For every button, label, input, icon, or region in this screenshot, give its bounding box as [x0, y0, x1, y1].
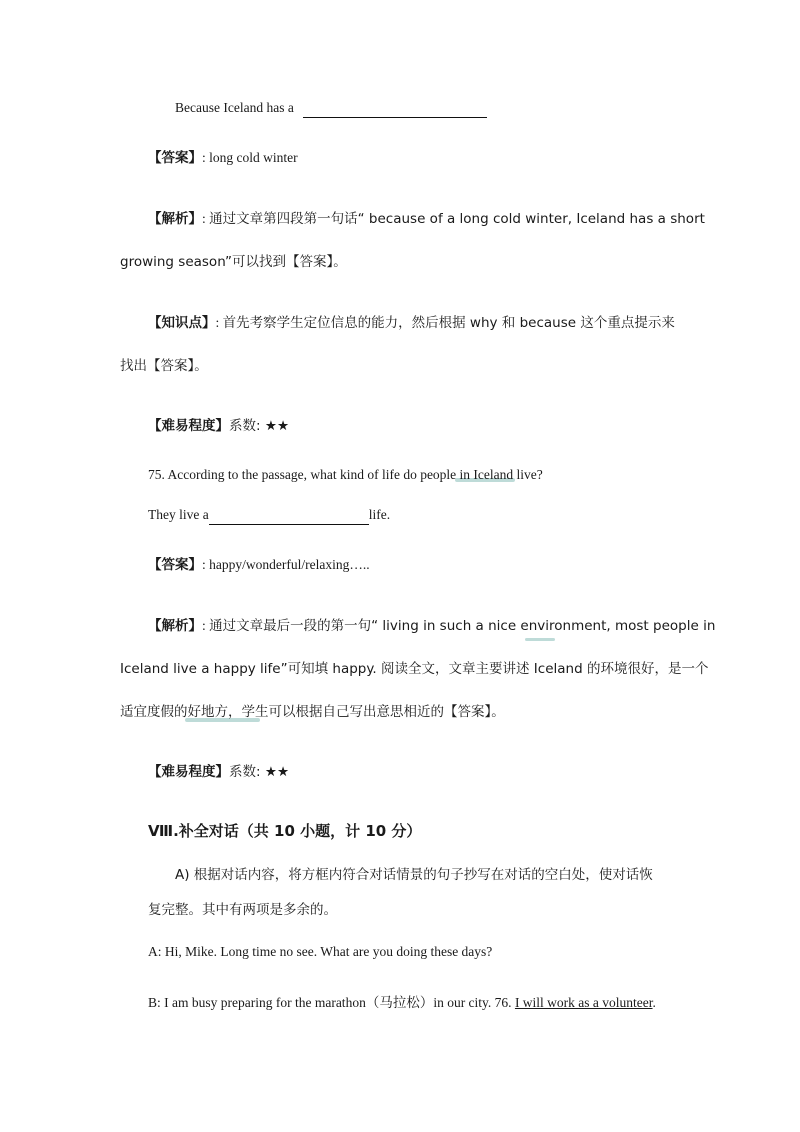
q74-answer: long cold winter — [209, 150, 298, 165]
q75-analysis-line-2: Iceland live a happy life”可知填 happy. 阅读全文，文章主要讲述 Iceland 的环境很好，是一个 — [120, 661, 709, 677]
analysis-tag: 【解析】 — [148, 618, 202, 634]
q74-difficulty-line — [148, 416, 289, 436]
q74-analysis-line-2: growing season”可以找到【答案】。 — [120, 254, 347, 270]
q75-analysis-line-3: 适宜度假的好地方，学生可以根据自己写出意思相近的【答案】。 — [120, 704, 505, 720]
dialogue-line-a: A: Hi, Mike. Long time no see. What are you doing these days? — [148, 944, 493, 959]
q74-prompt-line — [175, 98, 487, 118]
q75-difficulty-line — [148, 762, 289, 782]
q74-answer-line — [148, 148, 298, 168]
q75-prompt-pre: They live a — [148, 507, 209, 522]
dialogue-line-b-end: . — [652, 995, 656, 1010]
q74-analysis-text-1: 通过文章第四段第一句话“ because of a long cold winter, Iceland has a short — [209, 211, 705, 227]
difficulty-tag: 【难易程度】 — [148, 764, 229, 780]
q75-answer-line — [148, 555, 370, 575]
dialogue-line-b-text: B: I am busy preparing for the marathon（马拉松）in our city. 76. — [148, 995, 512, 1010]
difficulty-label: 系数: — [229, 764, 261, 780]
difficulty-stars: ★★ — [264, 418, 290, 434]
answer-sep: : — [202, 150, 206, 165]
q74-knowledge-line-2: 找出【答案】。 — [120, 358, 208, 374]
q74-analysis-line-1 — [148, 209, 705, 229]
analysis-tag: 【解析】 — [148, 211, 202, 227]
answer-tag: 【答案】 — [148, 557, 202, 573]
q74-knowledge-text-1: 首先考察学生定位信息的能力，然后根据 why 和 because 这个重点提示来 — [222, 315, 675, 331]
difficulty-tag: 【难易程度】 — [148, 418, 229, 434]
q75-question: 75. According to the passage, what kind of life do people in Iceland live? — [148, 467, 543, 482]
q75-prompt-post: life. — [368, 507, 391, 522]
q75-analysis-line-1 — [148, 616, 715, 636]
q74-answer-blank — [303, 103, 487, 118]
dialogue-line-b — [148, 993, 656, 1013]
q74-prompt: Because Iceland has a — [175, 100, 294, 115]
analysis-sep: : — [202, 211, 206, 226]
q75-prompt-line — [148, 505, 390, 525]
q75-answer-blank — [209, 510, 369, 525]
q75-answer: happy/wonderful/relaxing….. — [209, 557, 370, 572]
q74-knowledge-line-1 — [148, 313, 675, 333]
difficulty-label: 系数: — [229, 418, 261, 434]
answer-tag: 【答案】 — [148, 150, 202, 166]
difficulty-stars: ★★ — [264, 764, 290, 780]
section-heading: Ⅷ.补全对话（共 10 小题，计 10 分） — [148, 822, 422, 840]
scan-mark — [525, 638, 555, 641]
q75-analysis-text-1: 通过文章最后一段的第一句“ living in such a nice environment, most people in — [209, 618, 716, 634]
section-instructions-line-2: 复完整。其中有两项是多余的。 — [148, 902, 337, 918]
section-instructions-line-1: A) 根据对话内容，将方框内符合对话情景的句子抄写在对话的空白处，使对话恢 — [175, 867, 653, 883]
q76-answer: I will work as a volunteer — [514, 995, 653, 1010]
knowledge-sep: : — [215, 315, 220, 330]
answer-sep: : — [202, 557, 206, 572]
analysis-sep: : — [202, 618, 206, 633]
knowledge-tag: 【知识点】 — [148, 315, 216, 331]
